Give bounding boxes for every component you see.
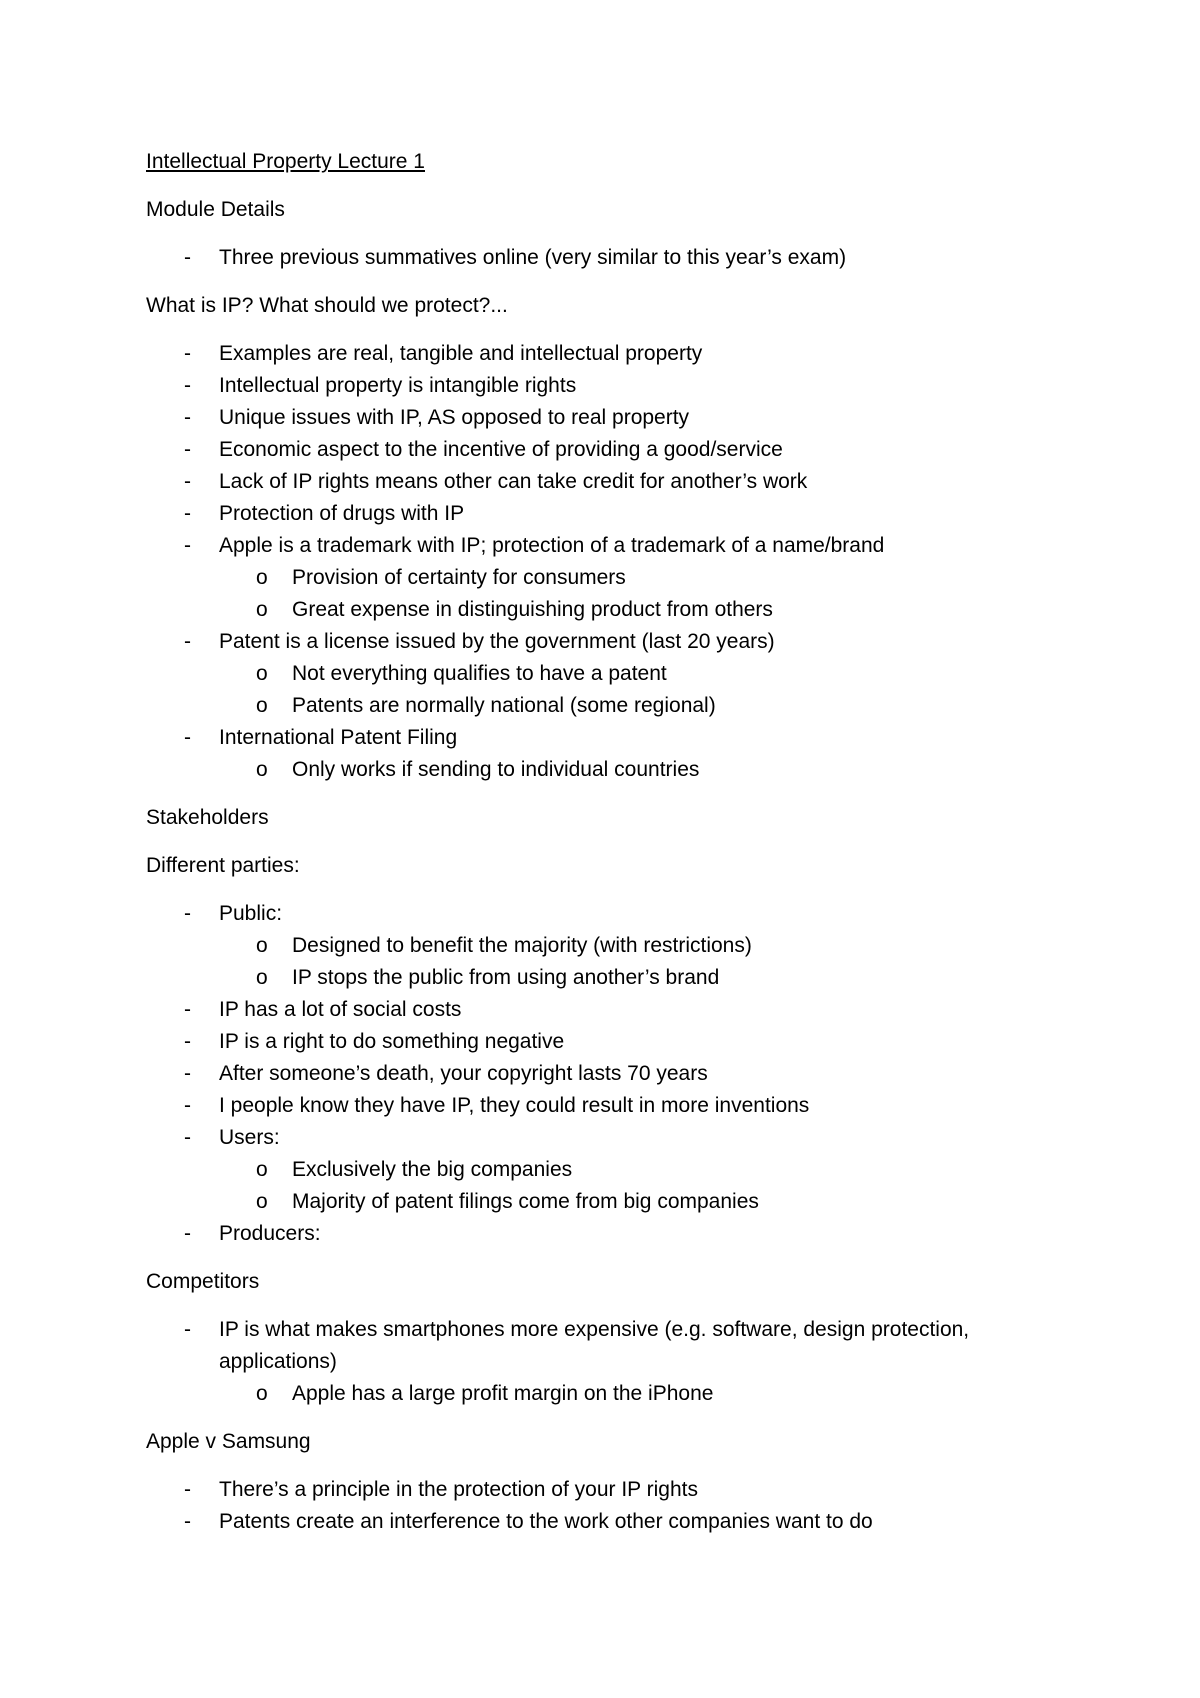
dash-bullet: - [184, 438, 191, 461]
list-item [146, 1474, 1066, 1506]
bullet-list [146, 1474, 1066, 1538]
circle-bullet: o [256, 934, 268, 957]
section-heading: What is IP? What should we protect?... [146, 294, 508, 317]
sub-list-item-text: Not everything qualifies to have a patent [292, 662, 667, 685]
dash-bullet: - [184, 1094, 191, 1117]
dash-bullet: - [184, 246, 191, 269]
circle-bullet: o [256, 758, 268, 781]
section-heading: Stakeholders [146, 806, 269, 829]
sub-list-item-text: Majority of patent filings come from big companies [292, 1190, 759, 1213]
list-item-text: After someone’s death, your copyright lasts 70 years [219, 1062, 708, 1085]
circle-bullet: o [256, 662, 268, 685]
list-item [146, 1218, 1066, 1250]
sub-list-item-text: Designed to benefit the majority (with restrictions) [292, 934, 752, 957]
sub-list-item [146, 1186, 1066, 1218]
sub-list-item-text: Provision of certainty for consumers [292, 566, 626, 589]
dash-bullet: - [184, 1478, 191, 1501]
list-item-text: Unique issues with IP, AS opposed to real property [219, 406, 690, 429]
section-heading: Competitors [146, 1270, 260, 1293]
sub-list-item [146, 1154, 1066, 1186]
circle-bullet: o [256, 1382, 268, 1405]
list-item-text: I people know they have IP, they could result in more inventions [219, 1094, 810, 1117]
list-item-text: Lack of IP rights means other can take credit for another’s work [219, 470, 808, 493]
list-item [146, 1314, 1066, 1378]
list-item [146, 722, 1066, 754]
dash-bullet: - [184, 630, 191, 653]
sub-list-item-text: IP stops the public from using another’s brand [292, 966, 720, 989]
sub-list-item-text: Patents are normally national (some regional) [292, 694, 716, 717]
dash-bullet: - [184, 1062, 191, 1085]
dash-bullet: - [184, 374, 191, 397]
list-item [146, 434, 1066, 466]
sub-list-item [146, 962, 1066, 994]
document-title: Intellectual Property Lecture 1 [146, 150, 425, 173]
bullet-list [146, 338, 1066, 786]
list-item-text: Intellectual property is intangible rights [219, 374, 577, 397]
list-item-text: There’s a principle in the protection of your IP rights [219, 1478, 698, 1501]
bullet-list [146, 898, 1066, 1250]
list-item [146, 402, 1066, 434]
bullet-list [146, 1314, 1066, 1410]
dash-bullet: - [184, 470, 191, 493]
sub-list-item [146, 930, 1066, 962]
sub-list-item-text: Exclusively the big companies [292, 1158, 573, 1181]
list-item [146, 1122, 1066, 1154]
dash-bullet: - [184, 534, 191, 557]
sub-list-item-text: Great expense in distinguishing product from others [292, 598, 773, 621]
section-heading: Different parties: [146, 854, 300, 877]
list-item [146, 1090, 1066, 1122]
document-content [146, 146, 1066, 1554]
list-item [146, 242, 1066, 274]
list-item-text: Patent is a license issued by the government (last 20 years) [219, 630, 775, 653]
dash-bullet: - [184, 998, 191, 1021]
dash-bullet: - [184, 502, 191, 525]
list-item-text: Three previous summatives online (very similar to this year’s exam) [219, 246, 847, 269]
dash-bullet: - [184, 1318, 191, 1341]
bullet-list [146, 242, 1066, 274]
sub-list-item [146, 594, 1066, 626]
sub-list-item-text: Only works if sending to individual countries [292, 758, 700, 781]
dash-bullet: - [184, 1030, 191, 1053]
dash-bullet: - [184, 726, 191, 749]
list-item-text: Users: [219, 1126, 280, 1149]
dash-bullet: - [184, 406, 191, 429]
list-item [146, 530, 1066, 562]
list-item [146, 466, 1066, 498]
list-item-text: IP is what makes smartphones more expensive (e.g. software, design protection, applications) [219, 1318, 970, 1373]
list-item-text: Patents create an interference to the work other companies want to do [219, 1510, 873, 1533]
sub-list-item [146, 690, 1066, 722]
dash-bullet: - [184, 1126, 191, 1149]
sub-list-item [146, 754, 1066, 786]
circle-bullet: o [256, 966, 268, 989]
list-item [146, 1026, 1066, 1058]
circle-bullet: o [256, 1158, 268, 1181]
dash-bullet: - [184, 342, 191, 365]
list-item-text: Producers: [219, 1222, 321, 1245]
list-item [146, 898, 1066, 930]
list-item-text: Public: [219, 902, 283, 925]
list-item [146, 1058, 1066, 1090]
list-item-text: Apple is a trademark with IP; protection of a trademark of a name/brand [219, 534, 885, 557]
sub-list-item [146, 562, 1066, 594]
list-item-text: IP has a lot of social costs [219, 998, 462, 1021]
sub-list-item-text: Apple has a large profit margin on the iPhone [292, 1382, 714, 1405]
dash-bullet: - [184, 902, 191, 925]
list-item-text: IP is a right to do something negative [219, 1030, 565, 1053]
section-heading: Apple v Samsung [146, 1430, 311, 1453]
sub-list-item [146, 658, 1066, 690]
circle-bullet: o [256, 598, 268, 621]
list-item-text: Examples are real, tangible and intellectual property [219, 342, 703, 365]
circle-bullet: o [256, 694, 268, 717]
list-item [146, 626, 1066, 658]
list-item [146, 338, 1066, 370]
dash-bullet: - [184, 1222, 191, 1245]
list-item-text: Protection of drugs with IP [219, 502, 465, 525]
circle-bullet: o [256, 566, 268, 589]
list-item [146, 370, 1066, 402]
circle-bullet: o [256, 1190, 268, 1213]
section-heading: Module Details [146, 198, 285, 221]
list-item [146, 994, 1066, 1026]
list-item [146, 498, 1066, 530]
list-item-text: Economic aspect to the incentive of providing a good/service [219, 438, 783, 461]
list-item [146, 1506, 1066, 1538]
sub-list-item [146, 1378, 1066, 1410]
list-item-text: International Patent Filing [219, 726, 458, 749]
dash-bullet: - [184, 1510, 191, 1533]
